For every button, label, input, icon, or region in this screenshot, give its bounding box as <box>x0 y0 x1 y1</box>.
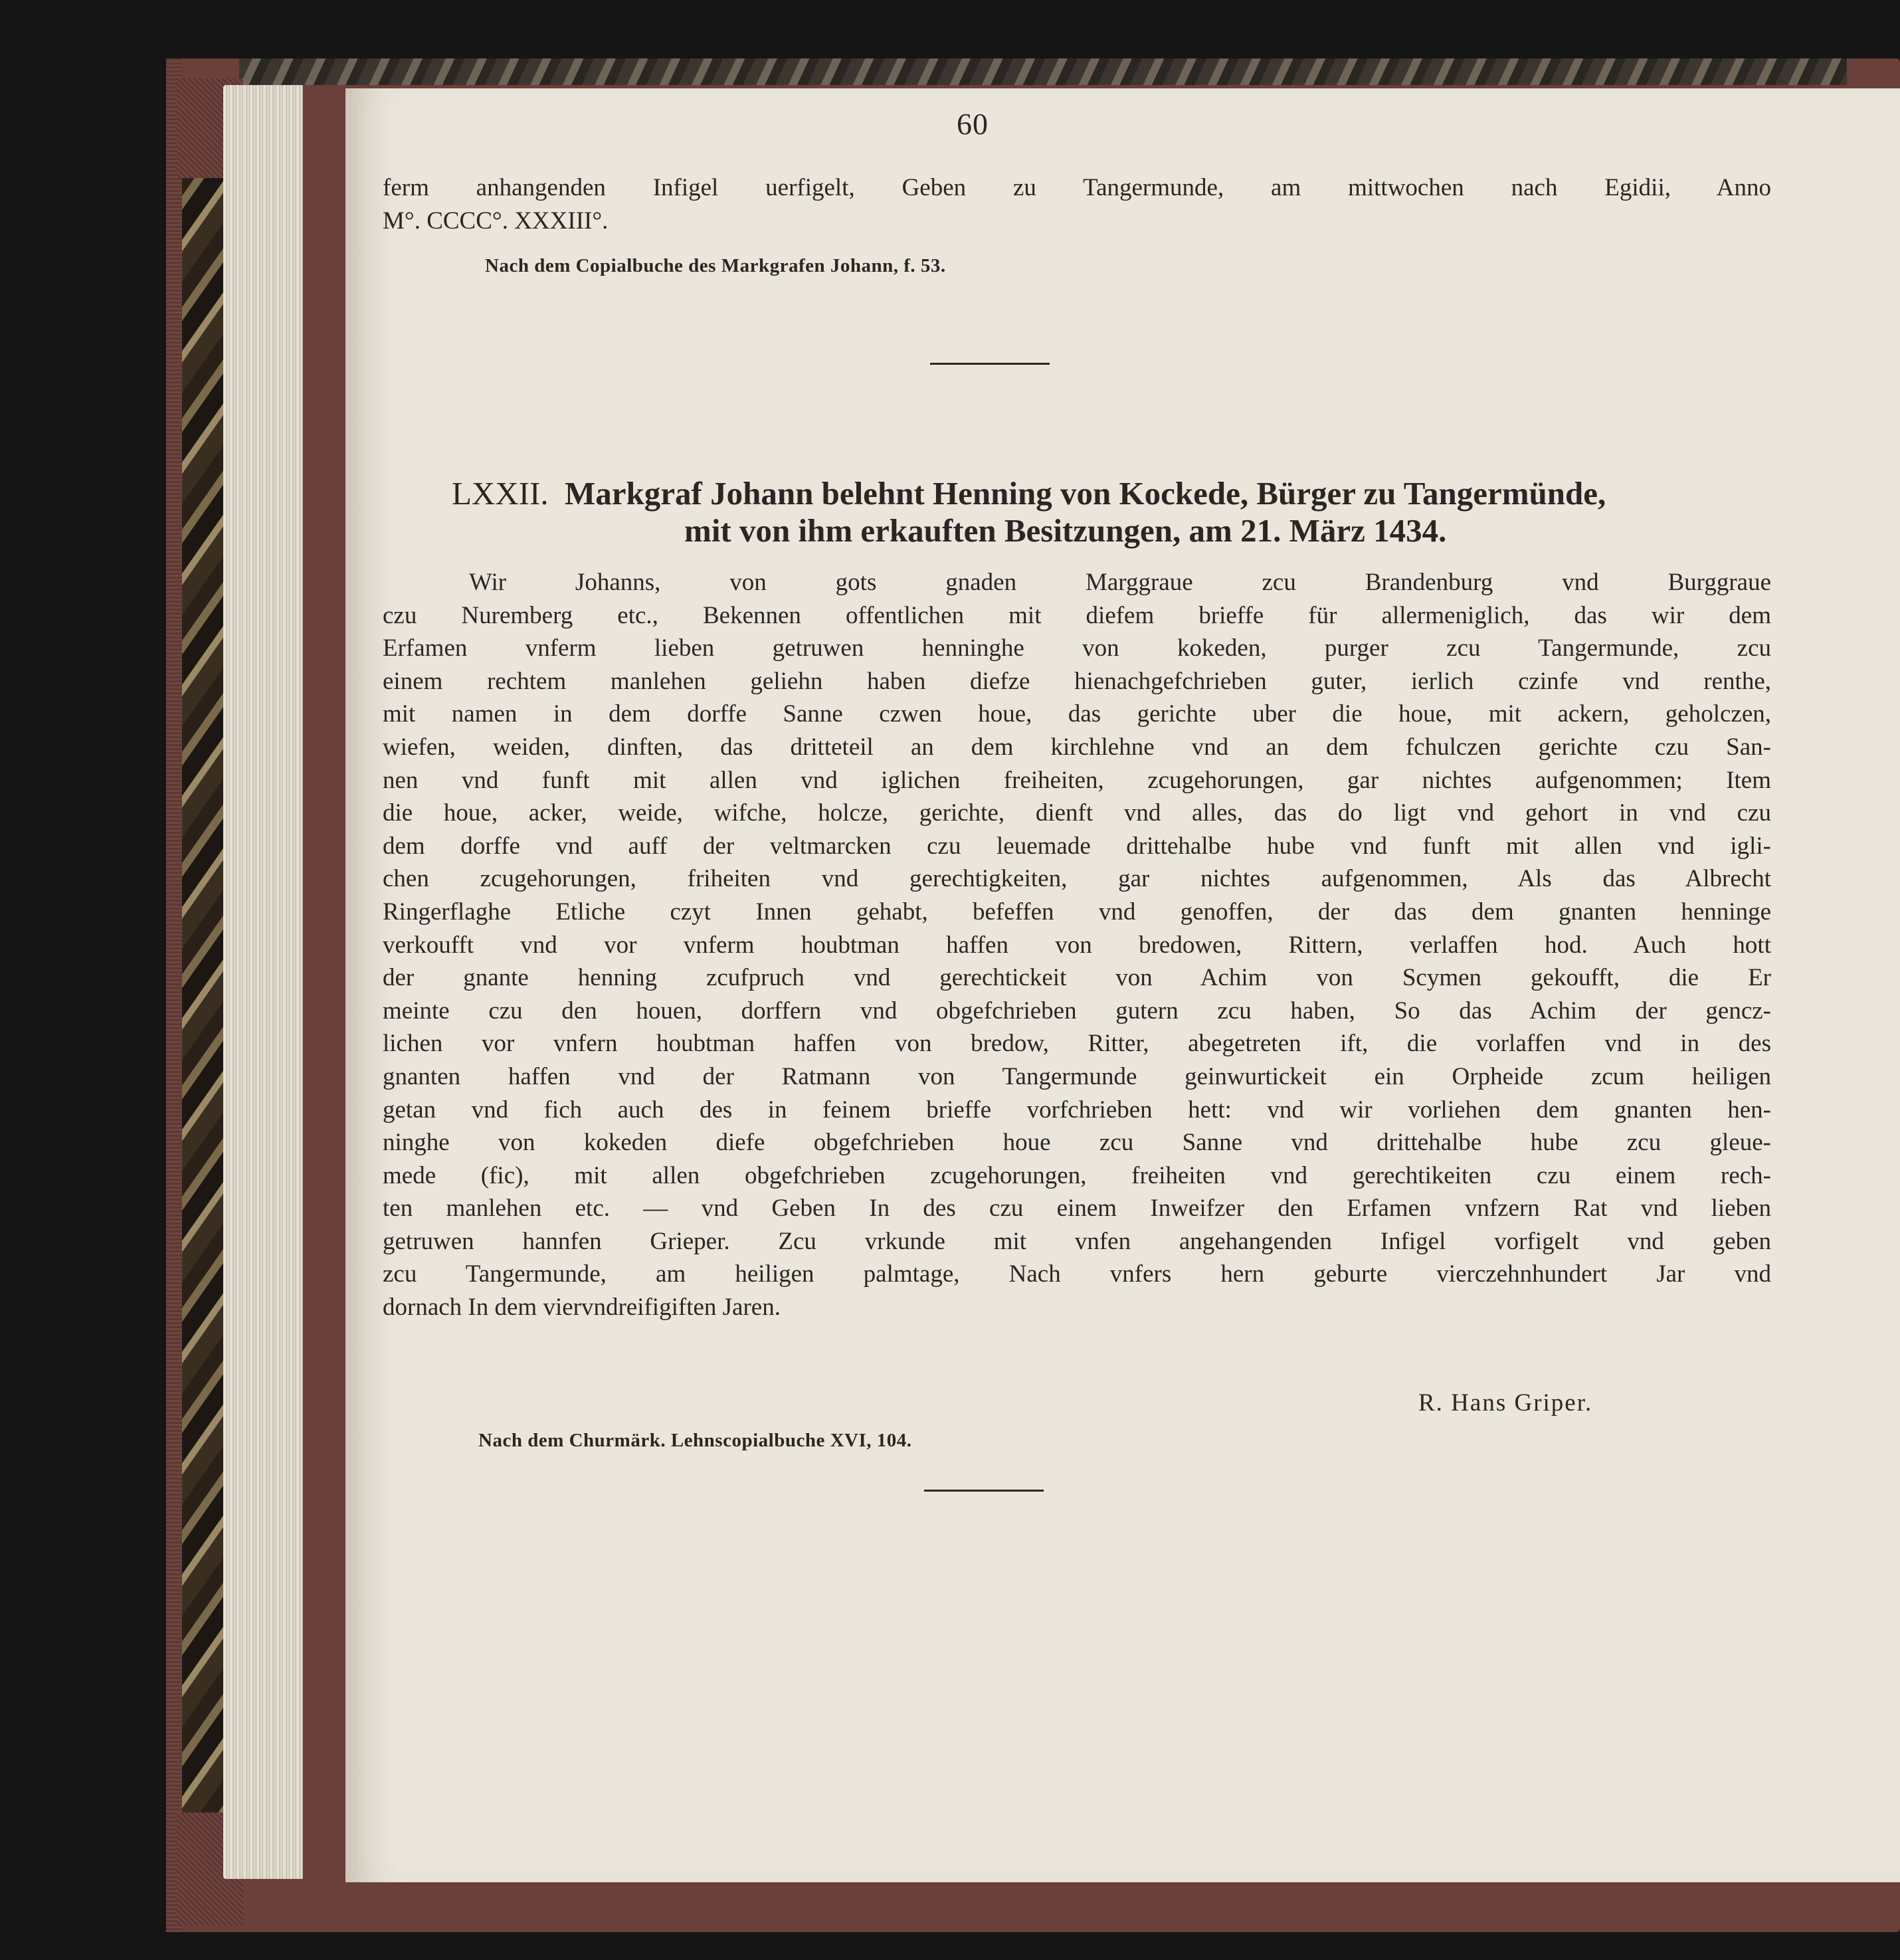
body-line: mit namen in dem dorffe Sanne czwen houe, das gerichte uber die houe, mit ackern, geholczen, <box>383 700 1771 728</box>
top-paragraph-line: ferm anhangenden Infigel uerfigelt, Geben zu Tangermunde, am mittwochen nach Egidii, Anno <box>383 174 1771 201</box>
heading-line-1: Markgraf Johann belehnt Henning von Kockede, Bürger zu Tangermünde, <box>565 475 1606 512</box>
body-line: verkoufft vnd vor vnferm houbtman haffen von bredowen, Rittern, verlaffen hod. Auch hott <box>383 931 1771 959</box>
body-line: ten manlehen etc. — vnd Geben In des czu einem Inweifzer den Erfamen vnfzern Rat vnd lieben <box>383 1195 1771 1223</box>
body-line: dem dorffe vnd auff der veltmarcken czu leuemade drittehalbe hube vnd funft mit allen vnd igli- <box>383 832 1771 860</box>
section-divider-bottom <box>924 1490 1044 1492</box>
signature: R. Hans Griper. <box>1418 1389 1593 1417</box>
document-body <box>383 566 1771 1324</box>
body-line: der gnante henning zcufpruch vnd gerechtickeit von Achim von Scymen gekoufft, die Er <box>383 964 1771 992</box>
body-line: czu Nuremberg etc., Bekennen offentlichen mit diefem brieffe für allermeniglich, das wir dem <box>383 601 1771 629</box>
source-note-bottom: Nach dem Churmärk. Lehnscopialbuche XVI, 104. <box>478 1430 912 1451</box>
document-heading <box>452 475 1780 549</box>
body-line: Ringerflaghe Etliche czyt Innen gehabt, befeffen vnd genoffen, der das dem gnanten henninge <box>383 898 1771 926</box>
body-line: meinte czu den houen, dorffern vnd obgefchrieben gutern zcu haben, So das Achim der gencz- <box>383 997 1771 1025</box>
body-line: dornach In dem viervndreifigiften Jaren. <box>383 1294 781 1322</box>
body-line: getruwen hannfen Grieper. Zcu vrkunde mit vnfen angehangenden Infigel vorfigelt vnd geben <box>383 1227 1771 1255</box>
body-line: gnanten haffen vnd der Ratmann von Tangermunde geinwurtickeit ein Orpheide zcum heiligen <box>383 1062 1771 1090</box>
body-line: chen zcugehorungen, friheiten vnd gerechtigkeiten, gar nichtes aufgenommen, Als das Albrecht <box>383 865 1771 893</box>
body-line: wiefen, weiden, dinften, das dritteteil an dem kirchlehne vnd an dem fchulczen gerichte czu San- <box>383 733 1771 761</box>
body-line: mede (fic), mit allen obgefchrieben zcugehorungen, freiheiten vnd gerechtikeiten czu einem rech- <box>383 1161 1771 1189</box>
body-line: nen vnd funft mit allen vnd iglichen freiheiten, zcugehorungen, gar nichtes aufgenommen; Item <box>383 766 1771 794</box>
document-number: LXXII. <box>452 475 549 512</box>
body-line: getan vnd fich auch des in feinem brieffe vorfchrieben hett: vnd wir vorliehen dem gnanten hen- <box>383 1096 1771 1124</box>
page-number: 60 <box>957 107 989 141</box>
top-paragraph <box>383 171 1771 237</box>
body-line: einem rechtem manlehen geliehn haben diefze hienachgefchrieben guter, ierlich czinfe vnd renthe, <box>383 667 1771 695</box>
body-line: ninghe von kokeden diefe obgefchrieben houe zcu Sanne vnd drittehalbe hube zcu gleue- <box>383 1129 1771 1157</box>
section-divider <box>930 363 1050 365</box>
body-line: zcu Tangermunde, am heiligen palmtage, Nach vnfers hern geburte vierczehnhundert Jar vnd <box>383 1260 1771 1288</box>
body-line: die houe, acker, weide, wifche, holcze, gerichte, dienft vnd alles, das do ligt vnd gehort in vnd czu <box>383 799 1771 827</box>
body-line: Erfamen vnferm lieben getruwen henninghe von kokeden, purger zcu Tangermunde, zcu <box>383 635 1771 662</box>
source-note-top: Nach dem Copialbuche des Markgrafen Johann, f. 53. <box>485 255 946 276</box>
top-paragraph-line: M°. CCCC°. XXXIII°. <box>383 207 609 235</box>
body-line: lichen vor vnfern houbtman haffen von bredow, Ritter, abegetreten ift, die vorlaffen vnd in des <box>383 1030 1771 1058</box>
heading-line-2: mit von ihm erkauften Besitzungen, am 21. März 1434. <box>684 512 1447 549</box>
body-line: Wir Johanns, von gots gnaden Marggraue zcu Brandenburg vnd Burggraue <box>469 569 1771 596</box>
